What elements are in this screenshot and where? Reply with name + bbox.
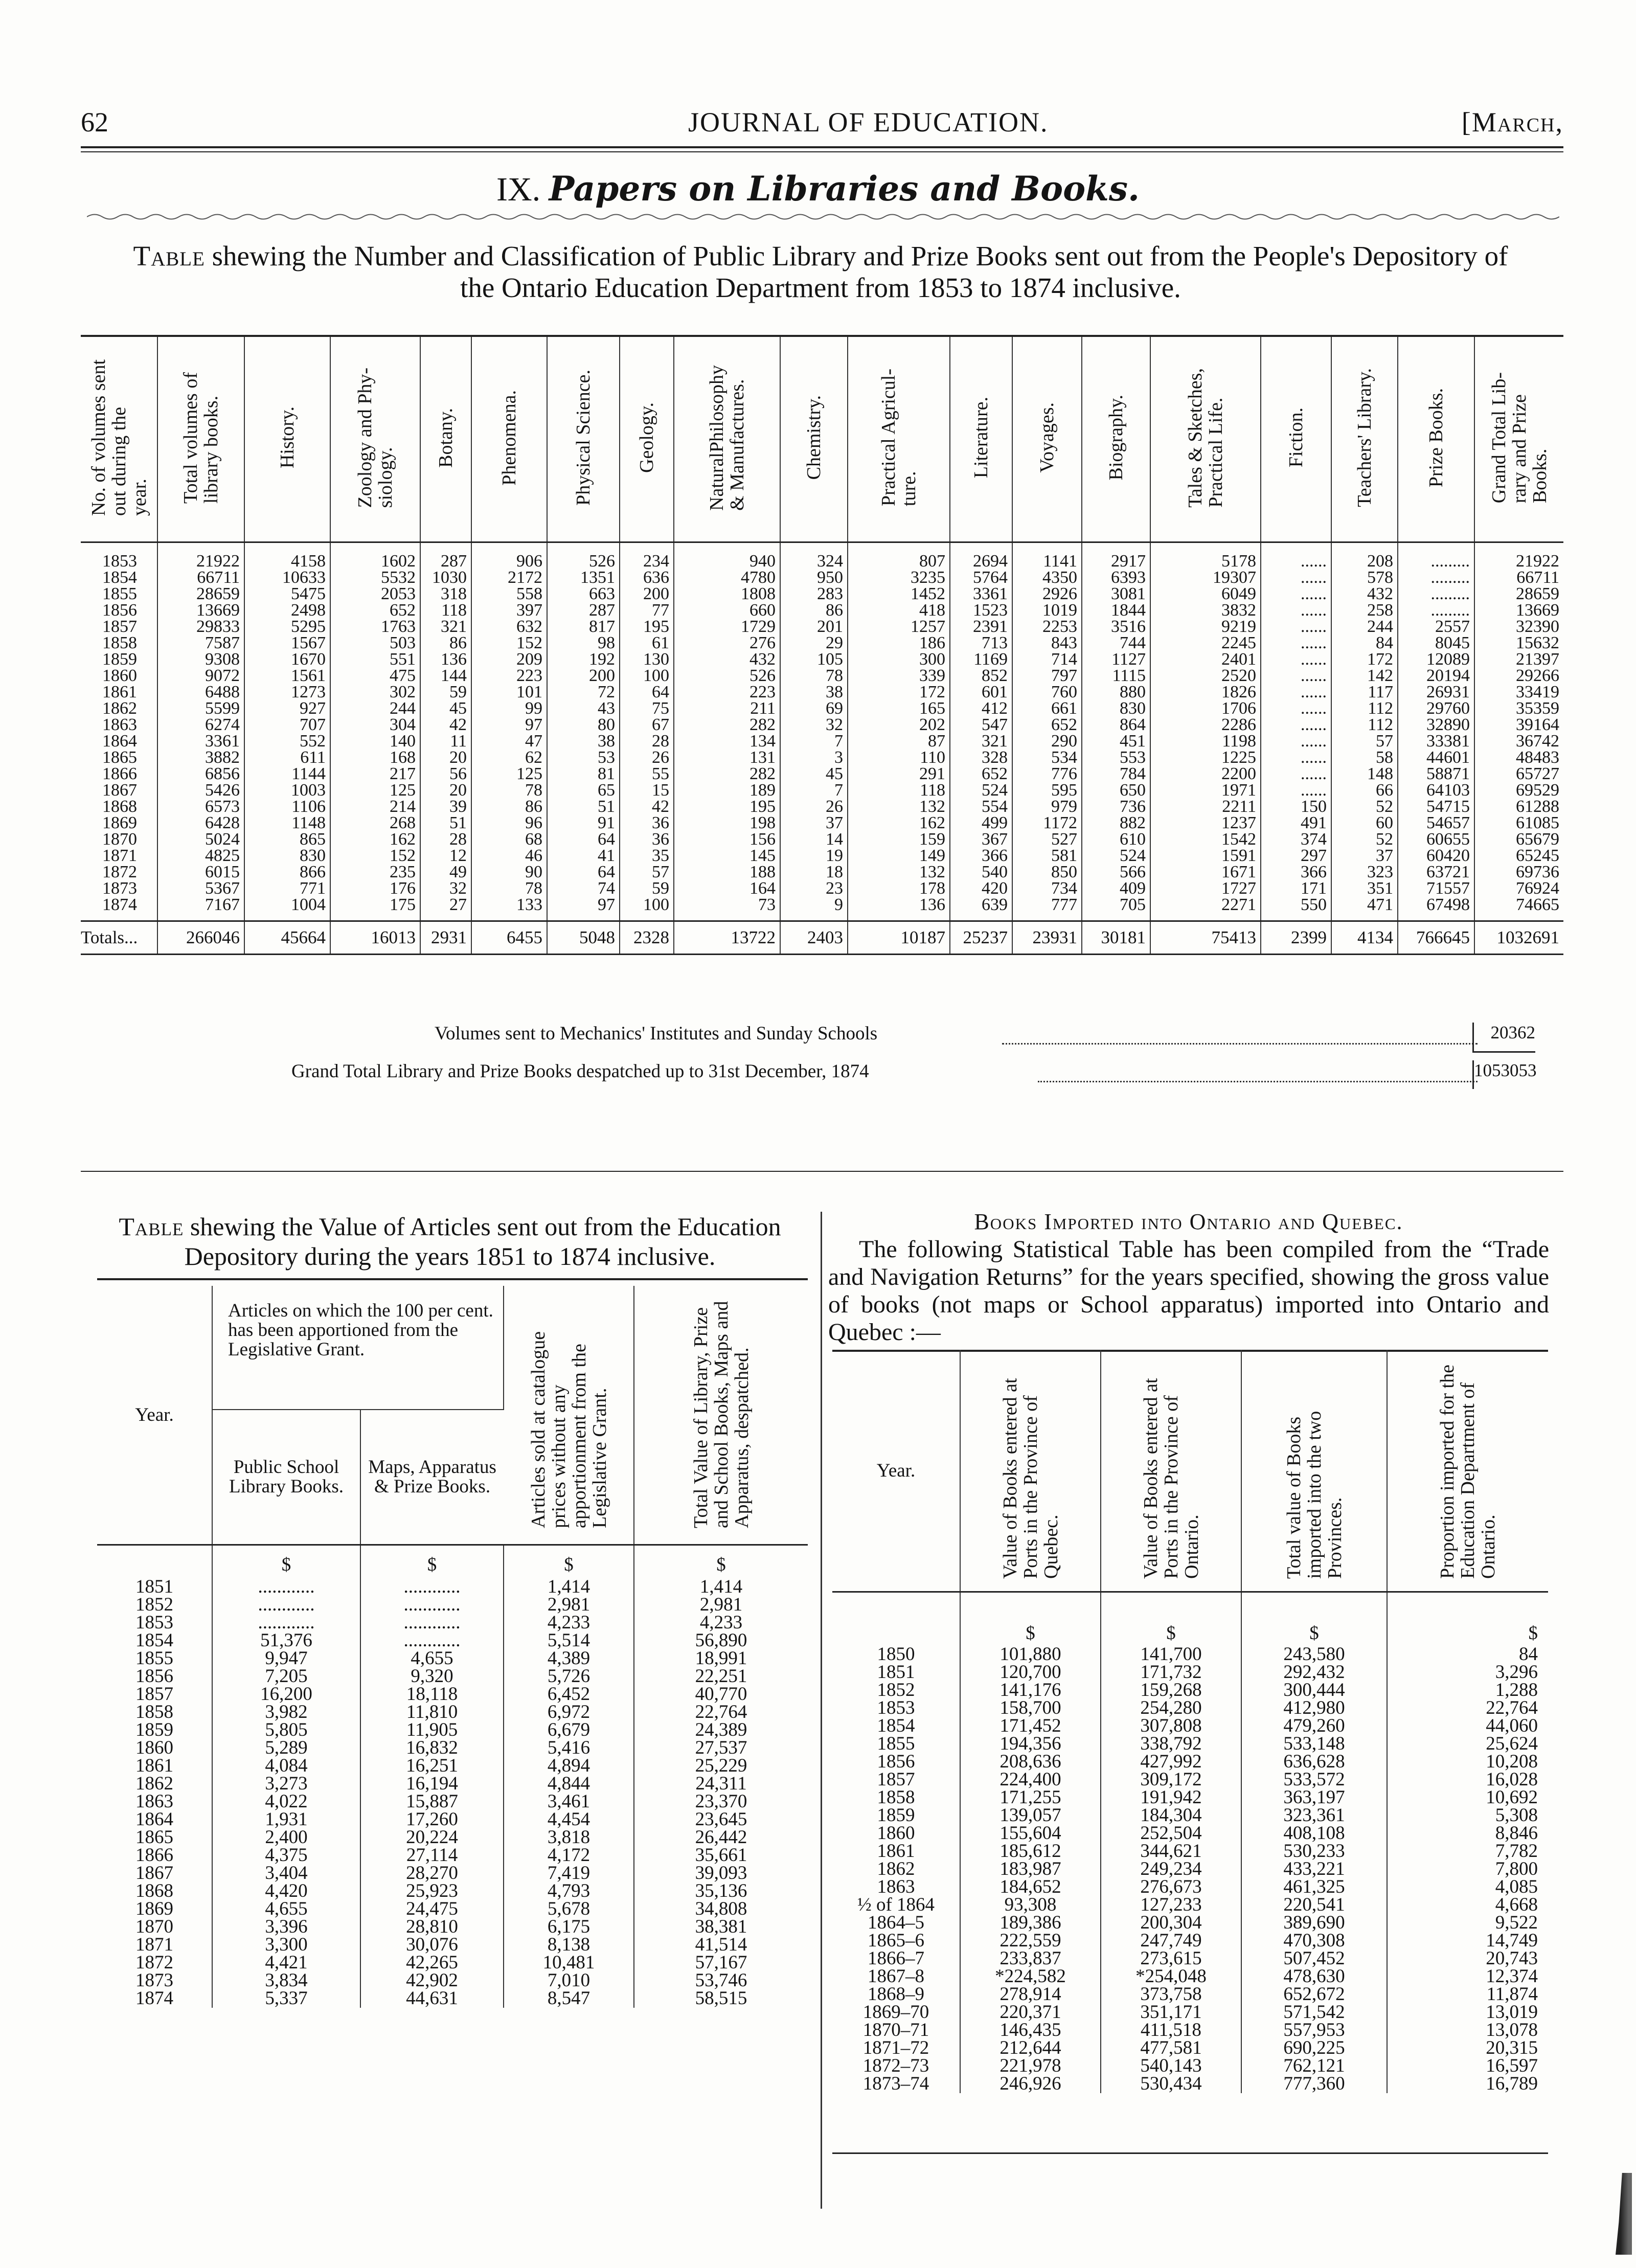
section-divider — [81, 1171, 1563, 1172]
table2-caption — [82, 1212, 818, 1271]
section-number: IX. — [496, 171, 541, 208]
table1-column: 1602 5532 2053 652 1763 503 551 475 302 244 304 140 168 217 125 214 268 162 152 235 176 175 — [330, 542, 420, 921]
header-text: NaturalPhilosophy & Manufactures. — [706, 365, 748, 511]
total-value-column: 1,414 2,981 4,233 56,890 18,991 22,251 40,770 22,764 24,389 27,537 25,229 24,311 23,370 23,645 26,442 35,661 39,093 35,136 34,808 38,381 41,514 57,167 53,746 58,515 — [695, 1576, 747, 2009]
year-column: 1850 1851 1852 1853 1854 1855 1856 1857 1858 1859 1860 1861 1862 1863 ½ of 1864 1864–5 1865–6 1866–7 1867–8 1868–9 1869–70 1870–71 1871–72 1872–73 1873–74 — [832, 1645, 960, 2093]
mechanics-value: 20362 — [1472, 1023, 1535, 1053]
header-text: Geology. — [636, 402, 657, 473]
library-books-table — [81, 335, 1563, 955]
table1-header — [674, 336, 780, 542]
header-text: Proportion imported for the Education Department of Ontario. — [1437, 1365, 1499, 1579]
imports-title: Books Imported into Ontario and Quebec. — [974, 1209, 1403, 1234]
imports-intro: The following Statistical Table has been compiled from the “Trade and Navigation Returns” for the years specified, showing the gross value of books (not maps or School apparatus) imported into Ontario and Quebec :— — [828, 1236, 1549, 1346]
grand-total-line — [291, 1060, 1537, 1089]
table1-column: 906 2172 558 397 632 152 209 223 101 99 97 47 62 125 78 86 96 68 46 90 78 133 — [471, 542, 547, 921]
mechanics-line — [435, 1023, 1535, 1051]
ontario-column: 141,700 171,732 159,268 254,280 307,808 338,792 427,992 309,172 191,942 184,304 252,504 344,621 249,234 276,673 127,233 200,304 247,749 273,615 *254,048 373,758 351,171 411,518 477,581 540,143 530,434 — [1101, 1645, 1241, 2093]
header-text: Prize Books. — [1425, 388, 1447, 488]
table1-header — [420, 336, 471, 542]
header-text: Physical Science. — [573, 370, 594, 506]
table3-year-header: Year. — [832, 1350, 960, 1592]
dollar-sign: $ — [960, 1592, 1101, 1645]
header-text: Articles sold at catalogue prices without any apportionment from the Legislative Grant. — [527, 1331, 610, 1528]
section-title — [0, 169, 1636, 209]
table1-header — [244, 336, 330, 542]
header-text: Total volumes of library books. — [180, 372, 222, 504]
table1-header — [1082, 336, 1150, 542]
table3-header-row — [832, 1350, 1548, 1592]
header-text: Fiction. — [1285, 407, 1307, 468]
header-text: Voyages. — [1036, 402, 1058, 473]
table2-body-row — [97, 1577, 808, 2008]
header-text: History. — [277, 406, 298, 469]
total-cell: 13722 — [674, 921, 780, 955]
table2-dollar-row — [97, 1545, 808, 1578]
total-cell: 45664 — [244, 921, 330, 955]
table1-column: 4158 10633 5475 2498 5295 1567 1670 1561 1273 927 707 552 611 1144 1003 1106 1148 865 830 866 771 1004 — [244, 542, 330, 921]
total-cell: 2931 — [420, 921, 471, 955]
proportion-column: 84 3,296 1,288 22,764 44,060 25,624 10,208 16,028 10,692 5,308 8,846 7,782 7,800 4,085 4,668 9,522 14,749 20,743 12,374 11,874 13,019 13,078 20,315 16,597 16,789 — [1486, 1644, 1538, 2094]
table3-bottom-rule — [832, 2152, 1548, 2154]
total-cell: 2403 — [780, 921, 848, 955]
total-cell: 766645 — [1398, 921, 1474, 955]
blank-cell — [832, 1592, 960, 1645]
table1-caption-text: shewing the Number and Classification of Public Library and Prize Books sent out from the People's Depository of the Ontario Education Department from 1853 to 1874 inclusive. — [212, 240, 1508, 303]
table1-column: 21922 66711 28659 13669 29833 7587 9308 9072 6488 5599 6274 3361 3882 6856 5426 6573 6428 5024 4825 6015 5367 7167 — [157, 542, 244, 921]
table1-column: 324 950 283 86 201 29 105 78 38 69 32 7 3 45 7 26 37 14 19 18 23 9 — [780, 542, 848, 921]
table2-header — [504, 1286, 634, 1545]
total-cell: 23931 — [1012, 921, 1082, 955]
header-text: Tales & Sketches, Practical Life. — [1185, 368, 1226, 508]
table1-header — [330, 336, 420, 542]
table2-caption-lead: Table — [119, 1212, 184, 1241]
table1-header — [1150, 336, 1261, 542]
dollar-sign: $ — [504, 1545, 634, 1578]
total-cell: 2399 — [1261, 921, 1331, 955]
total-cell: 5048 — [547, 921, 620, 955]
header-text: Chemistry. — [803, 395, 825, 480]
table2-header — [634, 1286, 808, 1545]
table1-header — [81, 336, 157, 542]
header-text: Botany. — [435, 407, 457, 468]
table1-body-row — [81, 542, 1563, 921]
total-cell: 75413 — [1150, 921, 1261, 955]
header-rule-thin — [81, 151, 1563, 152]
table2-header: Public School Library Books. — [212, 1410, 360, 1545]
dollar-sign: $ — [1241, 1592, 1387, 1645]
table1-column: 2917 6393 3081 1844 3516 744 1127 1115 880 830 864 451 553 784 650 736 882 610 524 566 409 705 — [1082, 542, 1150, 921]
two-provinces-column: 243,580 292,432 300,444 412,980 479,260 533,148 636,628 533,572 363,197 323,361 408,108 530,233 433,221 461,325 220,541 389,690 470,308 507,452 478,630 652,672 571,542 557,953 690,225 762,121 777,360 — [1241, 1645, 1387, 2093]
table1-header — [1474, 336, 1563, 542]
table1-header — [620, 336, 674, 542]
table1-caption — [128, 240, 1513, 304]
grand-total-label: Grand Total Library and Prize Books despatched up to 31st December, 1874 — [291, 1061, 869, 1082]
table1-header — [157, 336, 244, 542]
table3-header — [1101, 1350, 1241, 1592]
dollar-sign: $ — [212, 1545, 360, 1578]
table1-header — [471, 336, 547, 542]
wavy-rule — [87, 212, 1559, 221]
table1-header — [1261, 336, 1331, 542]
mechanics-label: Volumes sent to Mechanics' Institutes and Sunday Schools — [435, 1023, 878, 1044]
header-text: Total Value of Library, Prize and School Books, Maps and Apparatus, despatched. — [690, 1301, 753, 1528]
header-text: Total value of Books imported into the two Provinces. — [1283, 1411, 1346, 1579]
section-heading: Papers on Libraries and Books. — [549, 169, 1140, 209]
page-number: 62 — [81, 107, 108, 138]
table1-header — [1012, 336, 1082, 542]
grand-total-value: 1053053 — [1472, 1060, 1535, 1089]
table2-top-rule — [97, 1278, 808, 1280]
articles-value-table — [97, 1286, 808, 2008]
table1-header — [1331, 336, 1398, 542]
table1-column: 940 4780 1808 660 1729 276 432 526 223 211 282 134 131 282 189 195 198 156 145 188 164 73 — [674, 542, 780, 921]
table1-column: 21922 66711 28659 13669 32390 15632 21397 29266 33419 35359 39164 36742 48483 65727 69529 61288 61085 65679 65245 69736 76924 74665 — [1516, 552, 1559, 914]
table1-header-row — [81, 336, 1563, 542]
table1-column: 2694 5764 3361 1523 2391 713 1169 852 601 412 547 321 328 652 524 554 499 367 366 540 420 639 — [950, 542, 1012, 921]
total-cell: 30181 — [1082, 921, 1150, 955]
column-separator — [821, 1212, 822, 2209]
table1-column: 807 3235 1452 418 1257 186 300 339 172 165 202 87 110 291 118 132 162 159 149 132 178 136 — [848, 542, 950, 921]
total-cell: 4134 — [1331, 921, 1398, 955]
dollar-sign: $ — [1387, 1592, 1548, 1645]
header-text: Grand Total Lib- rary and Prize Books. — [1488, 372, 1551, 504]
table1-header — [950, 336, 1012, 542]
header-text: Literature. — [970, 397, 992, 479]
table2-header-row-1 — [97, 1286, 808, 1410]
table1-column: 287 1030 318 118 321 86 136 144 59 45 42 11 20 56 20 39 51 28 12 49 32 27 — [420, 542, 471, 921]
header-text: Value of Books entered at Ports in the Province of Quebec. — [999, 1378, 1062, 1579]
dot-leader — [1002, 1043, 1478, 1046]
total-cell: 266046 — [157, 921, 244, 955]
header-text: Teachers' Library. — [1354, 368, 1375, 507]
table3-dollar-row — [832, 1592, 1548, 1645]
table1-column: 1141 4350 2926 1019 2253 843 714 797 760 661 652 290 534 776 595 979 1172 527 581 850 734 777 — [1012, 542, 1082, 921]
table3-body-row — [832, 1645, 1548, 2093]
table2-group-header — [212, 1286, 504, 1410]
table3-header — [1241, 1350, 1387, 1592]
total-cell: 16013 — [330, 921, 420, 955]
table1-header — [848, 336, 950, 542]
totals-row — [81, 921, 1563, 955]
header-text: No. of volumes sent out during the year. — [87, 359, 150, 516]
table1-column: 234 636 200 77 195 61 130 100 64 75 67 28 26 55 15 42 36 36 35 57 59 100 — [620, 542, 674, 921]
issue-month: [March, — [1461, 107, 1563, 138]
total-cell: 25237 — [950, 921, 1012, 955]
books-imported-table — [832, 1350, 1548, 2093]
journal-title: JOURNAL OF EDUCATION. — [688, 107, 1049, 138]
total-cell: 10187 — [848, 921, 950, 955]
totals-label: Totals... — [81, 921, 157, 955]
table1-column: ......... ......... ......... ......... 2557 8045 12089 20194 26931 29760 32890 33381 44601 58871 64103 54715 54657 60655 60420 63721 71557 67498 — [1398, 542, 1474, 921]
dollar-sign: $ — [1101, 1592, 1241, 1645]
table1-column: 526 1351 663 287 817 98 192 200 72 43 80 38 53 81 65 51 91 64 41 64 74 97 — [547, 542, 620, 921]
table1-header — [547, 336, 620, 542]
dollar-sign: $ — [634, 1545, 808, 1578]
header-text: Biography. — [1105, 395, 1127, 481]
table3-header — [960, 1350, 1101, 1592]
catalogue-column: 1,414 2,981 4,233 5,514 4,389 5,726 6,452 6,972 6,679 5,416 4,894 4,844 3,461 4,454 3,818 4,172 7,419 4,793 5,678 6,175 8,138 10,481 7,010 8,547 — [504, 1577, 634, 2008]
total-cell: 6455 — [471, 921, 547, 955]
group-header-text: Articles on which the 100 per cent. has been apportioned from the Legislative Grant. — [228, 1300, 493, 1360]
public-library-column: ............ ............ ............ 51,376 9,947 7,205 16,200 3,982 5,805 5,289 4,084 3,273 4,022 1,931 2,400 4,375 3,404 4,420 4,655 3,396 3,300 4,421 3,834 5,337 — [212, 1577, 360, 2008]
header-text: Value of Books entered at Ports in the Province of Ontario. — [1140, 1378, 1202, 1579]
total-cell: 2328 — [620, 921, 674, 955]
dollar-sign: $ — [360, 1545, 504, 1578]
table1-header — [780, 336, 848, 542]
table2-year-header: Year. — [97, 1286, 212, 1545]
running-header — [81, 106, 1563, 142]
table3-header — [1387, 1350, 1548, 1592]
header-text: Zoology and Phy- siology. — [354, 367, 396, 508]
total-cell: 1032691 — [1474, 921, 1563, 955]
blank-cell — [97, 1545, 212, 1578]
table1-caption-lead: Table — [133, 240, 205, 271]
page-corner-mark — [1616, 2173, 1632, 2255]
year-column: 1853 1854 1855 1856 1857 1858 1859 1860 1861 1862 1863 1864 1865 1866 1867 1868 1869 1870 1871 1872 1873 1874 — [81, 542, 157, 921]
table1-header — [1398, 336, 1474, 542]
table2-header: Maps, Apparatus & Prize Books. — [368, 1457, 496, 1497]
header-text: Phenomena. — [498, 390, 520, 486]
dot-leader — [1038, 1081, 1478, 1083]
header-rule — [81, 146, 1563, 148]
header-text: Practical Agricul- ture. — [878, 369, 920, 507]
table1-column: 5178 19307 6049 3832 9219 2245 2401 2520 1826 1706 2286 1198 1225 2200 1971 2211 1237 1542 1591 1671 1727 2271 — [1150, 542, 1261, 921]
quebec-column: 101,880 120,700 141,176 158,700 171,452 194,356 208,636 224,400 171,255 139,057 155,604 185,612 183,987 184,652 93,308 189,386 222,559 233,837 *224,582 278,914 220,371 146,435 212,644 221,978 246,926 — [960, 1645, 1101, 2093]
table2-caption-text: shewing the Value of Articles sent out from the Education Depository during the years 1851 to 1874 inclusive. — [184, 1212, 781, 1271]
maps-apparatus-column: ............ ............ ............ ............ 4,655 9,320 18,118 11,810 11,905 16,832 16,251 16,194 15,887 17,260 20,224 27,114 28,270 25,923 24,475 28,810 30,076 42,265 42,902 44,631 — [360, 1577, 504, 2008]
table1-column: 208 578 432 258 244 84 172 142 117 112 112 57 58 148 66 52 60 52 37 323 351 471 — [1331, 542, 1398, 921]
imports-section — [828, 1208, 1549, 1346]
year-column: 1851 1852 1853 1854 1855 1856 1857 1858 1859 1860 1861 1862 1863 1864 1865 1866 1867 1868 1869 1870 1871 1872 1873 1874 — [97, 1577, 212, 2008]
table1-column: ...... ...... ...... ...... ...... ...... ...... ...... ...... ...... ...... ...... ...... ...... ...... 150 491 374 297 366 171 550 — [1261, 542, 1331, 921]
